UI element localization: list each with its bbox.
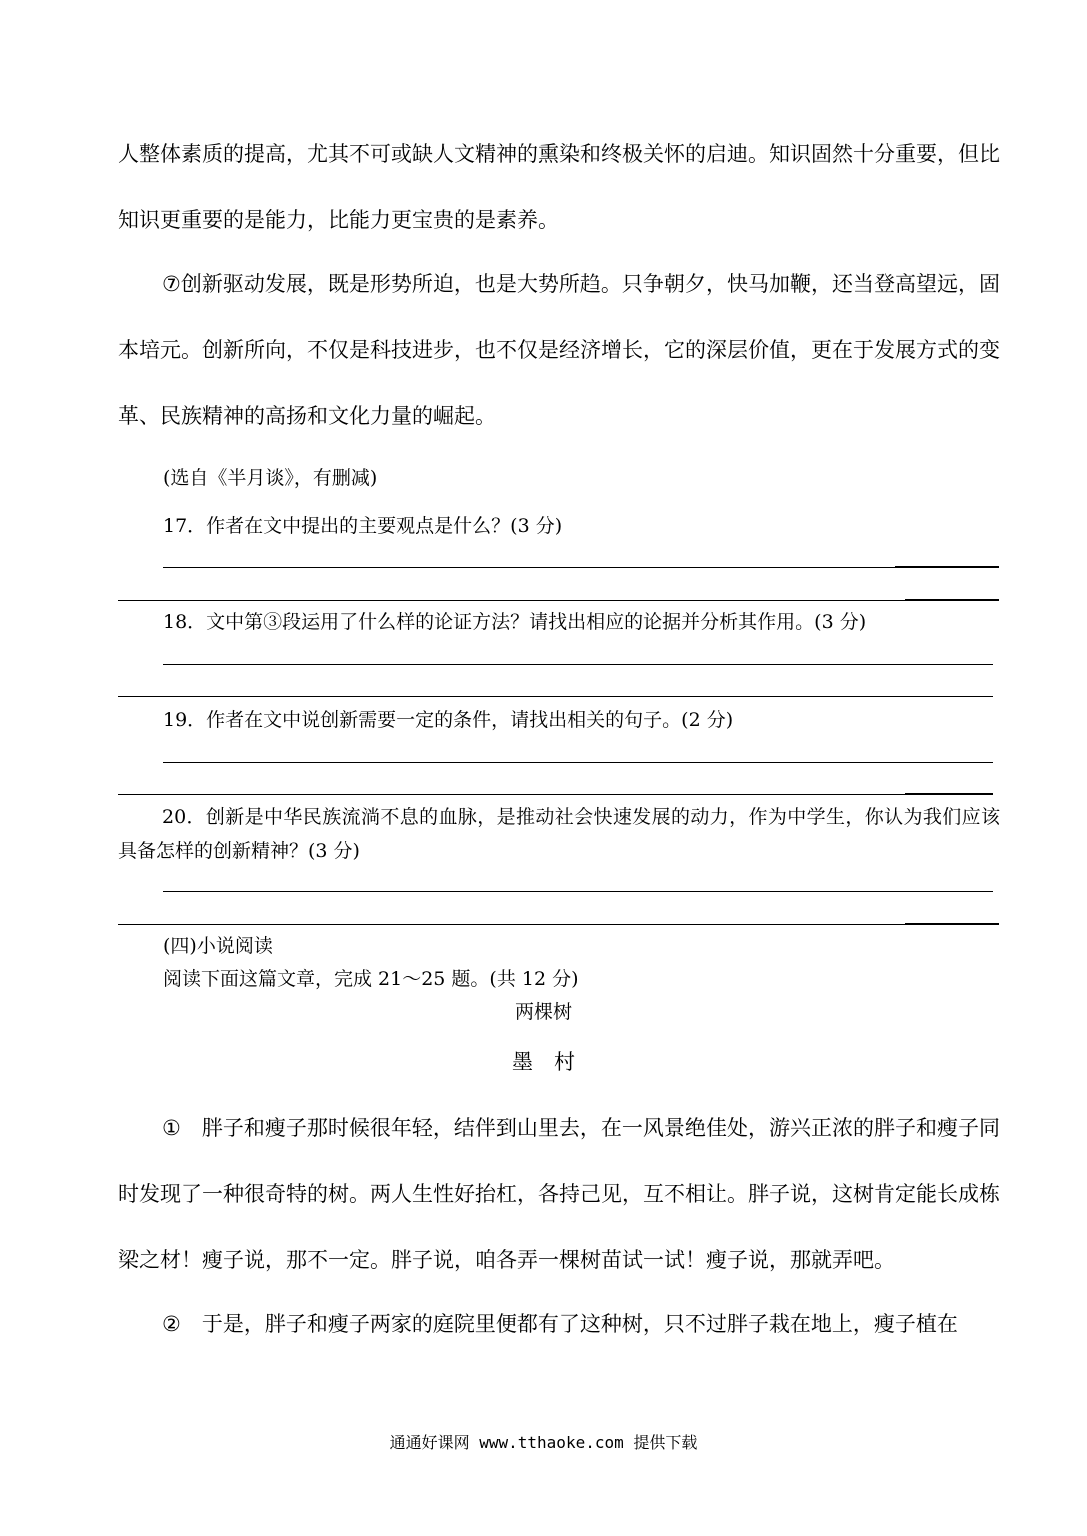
answer-line (118, 794, 905, 795)
answer-line (118, 600, 905, 601)
story-title: 两棵树 (514, 1001, 572, 1023)
story-author: 墨 村 (512, 1050, 575, 1074)
answer-line (163, 891, 993, 892)
story-paragraph-2: ② 于是，胖子和瘦子两家的庭院里便都有了这种树，只不过胖子栽在地上，瘦子植在 (162, 1312, 958, 1336)
passage-paragraph-6-tail: 人整体素质的提高，尤其不可或缺人文精神的熏染和终极关怀的启迪。知识固然十分重要，但比知识更重要的是能力，比能力更宝贵的是素养。 (118, 142, 1000, 232)
question-19: 19．作者在文中说创新需要一定的条件，请找出相关的句子。(2 分) (163, 709, 734, 731)
answer-line (118, 696, 993, 697)
answer-line (163, 567, 895, 568)
answer-line (163, 762, 993, 763)
answer-line (895, 566, 999, 568)
answer-line (905, 923, 999, 925)
section-heading: (四)小说阅读 (163, 935, 273, 957)
question-18: 18．文中第③段运用了什么样的论证方法？请找出相应的论据并分析其作用。(3 分) (163, 611, 867, 633)
answer-line (905, 599, 999, 601)
answer-line (905, 793, 993, 795)
answer-line (163, 664, 993, 665)
answer-line (118, 924, 905, 925)
question-20: 20．创新是中华民族流淌不息的血脉，是推动社会快速发展的动力，作为中学生，你认为我们应该具备怎样的创新精神？(3 分) (118, 806, 1000, 862)
section-instruction: 阅读下面这篇文章，完成 21～25 题。(共 12 分) (163, 968, 579, 990)
passage-paragraph-7: ⑦创新驱动发展，既是形势所迫，也是大势所趋。只争朝夕，快马加鞭，还当登高望远，固本培元。创新所向，不仅是科技进步，也不仅是经济增长，它的深层价值，更在于发展方式的变革、民族精神的高扬和文化力量的崛起。 (118, 272, 1000, 428)
page-footer: 通通好课网 www.tthaoke.com 提供下载 (389, 1433, 698, 1452)
story-paragraph-1: ① 胖子和瘦子那时候很年轻，结伴到山里去，在一风景绝佳处，游兴正浓的胖子和瘦子同时发现了一种很奇特的树。两人生性好抬杠，各持己见，互不相让。胖子说，这树肯定能长成栋梁之材！瘦子说，那不一定。胖子说，咱各弄一棵树苗试一试！瘦子说，那就弄吧。 (118, 1116, 1000, 1272)
question-17: 17．作者在文中提出的主要观点是什么？(3 分) (163, 515, 563, 537)
passage-source: (选自《半月谈》，有删减) (163, 467, 378, 489)
